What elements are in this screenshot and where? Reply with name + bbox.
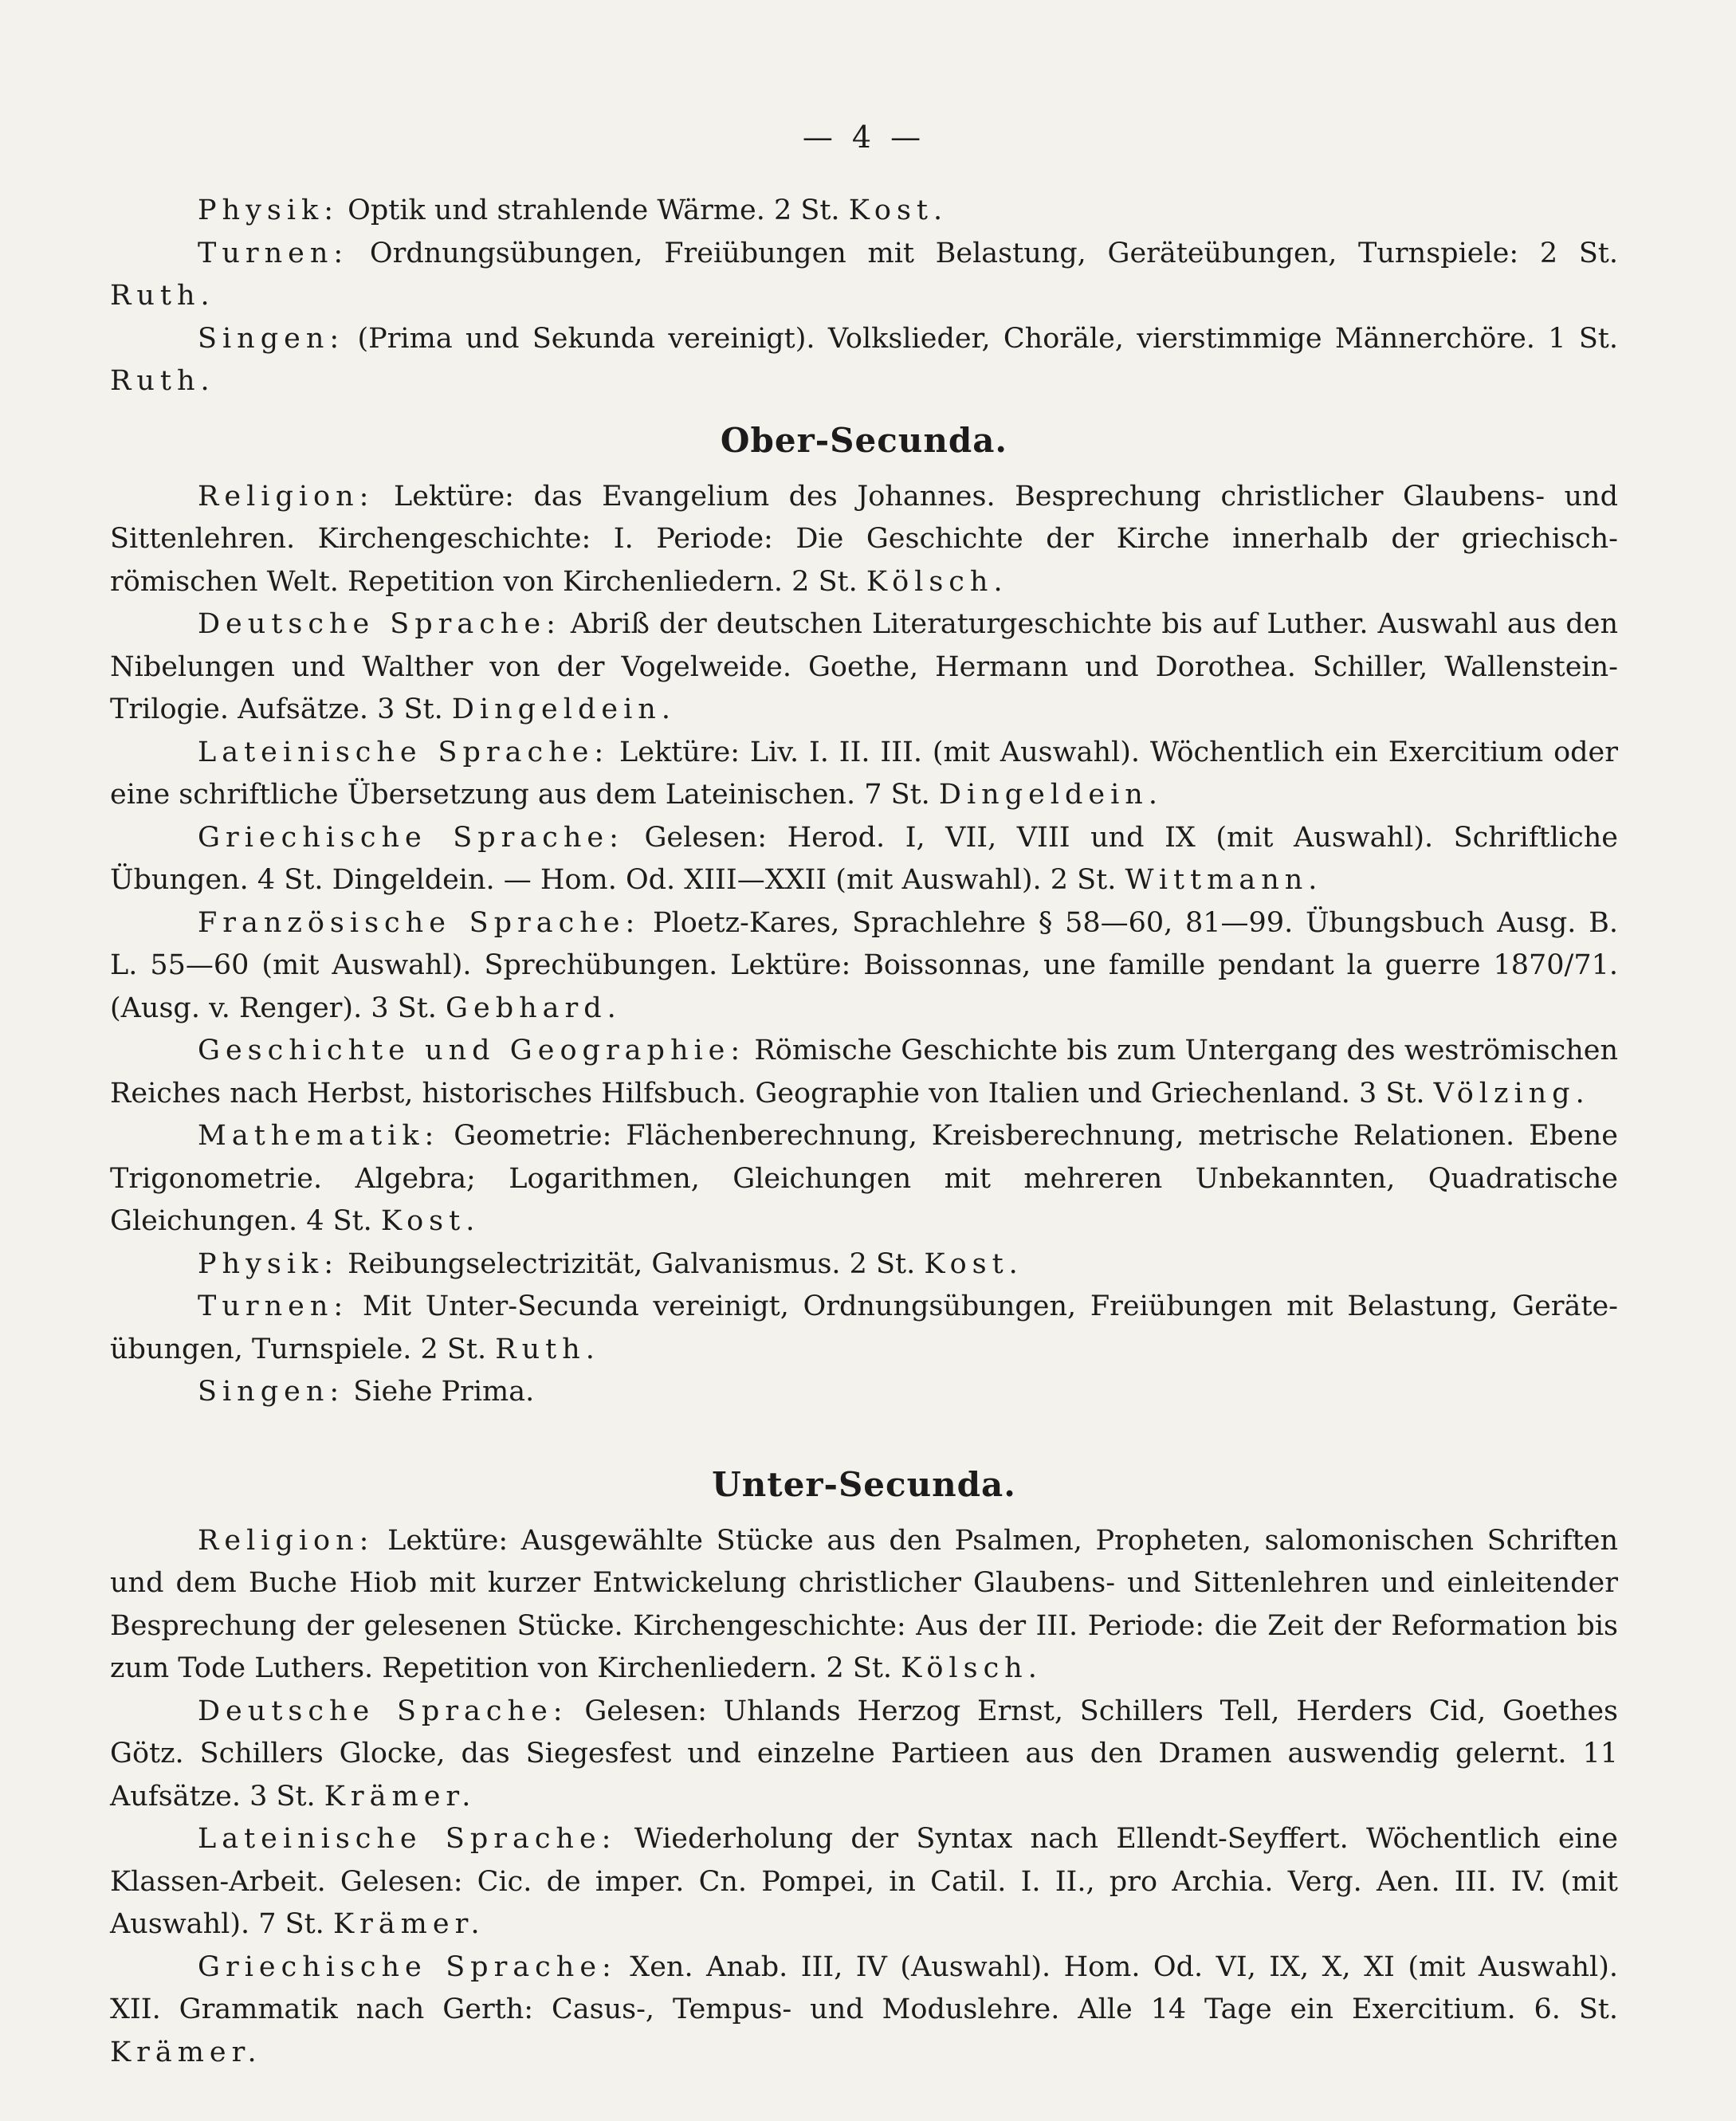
subject-label: Physik: <box>198 1247 340 1280</box>
section-heading-unter-secunda: Unter-Secunda. <box>712 1464 1016 1504</box>
paragraph-text: Ordnungsübungen, Freiübungen mit Belastung, Geräteübungen, Turnspiele: 2 St. <box>348 237 1618 269</box>
teacher-name: Kost. <box>380 1205 481 1237</box>
paragraph <box>110 1946 1618 2075</box>
subject-label: Turnen: <box>198 1290 349 1322</box>
paragraph <box>110 1520 1618 1691</box>
teacher-name: Kost. <box>924 1247 1023 1280</box>
paragraph <box>110 233 1618 318</box>
teacher-name: Dingeldein. <box>451 693 676 725</box>
paragraph-text: Xen. Anab. III, IV (Auswahl). Hom. Od. VI, IX, X, XI (mit Auswahl). XII. Grammatik nach Gerth: Casus-, Tempus- und Moduslehre. Alle 14 Tage ein Exercitium. 6. St. <box>110 1950 1618 2025</box>
teacher-name: Völzing. <box>1433 1077 1590 1110</box>
paragraph <box>110 1030 1618 1115</box>
paragraph-text: Gelesen: Herod. I, VII, VIII und IX (mit Auswahl). Schriftliche Übungen. 4 St. Dingeldein. — Hom. Od. XIII—XXII (mit Auswahl). 2 St. <box>110 821 1618 896</box>
teacher-name: Wittmann. <box>1125 864 1323 896</box>
paragraph-text: Wiederholung der Syntax nach Ellendt-Seyffert. Wöchentlich eine Klassen-Arbeit. Gelesen: Cic. de imper. Cn. Pompei, in Catil. I. II., pro Archia. Verg. Aen. III. IV. (mit Auswahl). 7 St. <box>110 1823 1618 1940</box>
subject-label: Deutsche Sprache: <box>198 1695 568 1727</box>
paragraph-text: Abriß der deutschen Literaturgeschichte bis auf Luther. Auswahl aus den Nibelungen und Walther von der Vogelweide. Goethe, Hermann und Dorothea. Schiller, Wallenstein-Trilogie. Aufsätze. 3 St. <box>110 608 1618 725</box>
section-ober-secunda <box>110 476 1618 1414</box>
paragraph-text: Optik und strahlende Wärme. 2 St. <box>339 194 849 226</box>
paragraph <box>110 817 1618 902</box>
paragraph-text: Ploetz-Kares, Sprachlehre § 58—60, 81—99. Übungsbuch Ausg. B. L. 55—60 (mit Auswahl). Sprechübungen. Lektüre: Boissonnas, une famille pendant la guerre 1870/71. (Ausg. v. Renger). 3 St. <box>110 906 1618 1024</box>
paragraph <box>110 732 1618 817</box>
subject-label: Singen: <box>198 322 345 355</box>
subject-label: Griechische Sprache: <box>198 1950 617 1983</box>
subject-label: Geschichte und Geographie: <box>198 1035 746 1066</box>
paragraph-text: Römische Geschichte bis zum Untergang des weströmischen Reiches nach Herbst, historisches Hilfsbuch. Geographie von Italien und Griechenland. 3 St. <box>110 1035 1618 1110</box>
teacher-name: Krämer. <box>324 1780 477 1813</box>
paragraph-text: Geometrie: Flächenberechnung, Kreisberechnung, metrische Relationen. Ebene Trigonometrie. Algebra; Logarithmen, Gleichungen mit mehreren Unbekannten, Quadratische Gleichungen. 4 St. <box>110 1120 1618 1237</box>
paragraph <box>110 1286 1618 1371</box>
section-heading-ober-secunda: Ober-Secunda. <box>720 420 1008 460</box>
subject-label: Religion: <box>198 1524 375 1557</box>
paragraph-text: Mit Unter-Secunda vereinigt, Ordnungsübungen, Freiübungen mit Belastung, Geräte-übungen, Turnspiele. 2 St. <box>110 1290 1618 1365</box>
subject-label: Französische Sprache: <box>198 906 641 939</box>
subject-label: Lateinische Sprache: <box>198 1823 617 1855</box>
subject-label: Lateinische Sprache: <box>198 736 610 768</box>
subject-label: Deutsche Sprache: <box>198 608 561 640</box>
paragraph-text: Lektüre: Ausgewählte Stücke aus den Psalmen, Propheten, salomonischen Schriften und dem Buche Hiob mit kurzer Entwickelung christlicher Glaubens- und Sittenlehren und einleitender Besprechung der gelesenen Stücke. Kirchengeschichte: Aus der III. Periode: die Zeit der Reformation bis zum Tode Luthers. Repetition von Kirchenliedern. 2 St. <box>110 1524 1618 1684</box>
teacher-name: Ruth. <box>495 1333 600 1365</box>
paragraph <box>110 902 1618 1031</box>
subject-label: Physik: <box>198 194 340 226</box>
paragraph <box>110 190 1618 233</box>
subject-label: Turnen: <box>198 237 349 269</box>
paragraph-text: Siehe Prima. <box>344 1376 535 1408</box>
teacher-name: Gebhard. <box>446 992 622 1024</box>
paragraph <box>110 1115 1618 1243</box>
section-unter-secunda <box>110 1520 1618 2075</box>
teacher-name: Krämer. <box>332 1908 485 1940</box>
paragraph-text: Lektüre: Liv. I. II. III. (mit Auswahl). Wöchentlich ein Exercitium oder eine schriftliche Übersetzung aus dem Lateinischen. 7 St. <box>110 736 1619 811</box>
teacher-name: Kölsch. <box>866 565 1008 598</box>
subject-label: Mathematik: <box>198 1120 440 1152</box>
paragraph <box>110 603 1618 732</box>
paragraph <box>110 1818 1618 1946</box>
paragraph-text: (Prima und Sekunda vereinigt). Volkslieder, Choräle, vierstimmige Männerchöre. 1 St. <box>344 322 1618 355</box>
subject-label: Singen: <box>198 1376 345 1408</box>
paragraph <box>110 1371 1618 1414</box>
teacher-name: Kost. <box>848 194 949 226</box>
subject-label: Griechische Sprache: <box>198 821 624 854</box>
subject-label: Religion: <box>198 480 375 513</box>
teacher-name: Ruth. <box>110 280 215 312</box>
document-page <box>110 120 1618 2074</box>
paragraph-text: Gelesen: Uhlands Herzog Ernst, Schillers Tell, Herders Cid, Goethes Götz. Schillers Glocke, das Siegesfest und einzelne Partieen aus den Dramen auswendig gelernt. 11 Aufsätze. 3 St. <box>110 1695 1618 1813</box>
paragraph <box>110 318 1618 403</box>
teacher-name: Kölsch. <box>901 1652 1043 1684</box>
teacher-name: Krämer. <box>110 2036 262 2068</box>
paragraph-text: Reibungselectrizität, Galvanismus. 2 St. <box>339 1247 925 1280</box>
teacher-name: Dingeldein. <box>938 779 1163 811</box>
paragraph-text: Lektüre: das Evangelium des Johannes. Besprechung christlicher Glaubens- und Sittenlehren. Kirchengeschichte: I. Periode: Die Geschichte der Kirche innerhalb der griechisch-römischen Welt. Repetition von Kirchenliedern. 2 St. <box>110 480 1618 598</box>
paragraph <box>110 1243 1618 1286</box>
page-number: — 4 — <box>802 120 926 155</box>
intro-block <box>110 190 1618 403</box>
teacher-name: Ruth. <box>110 365 215 397</box>
paragraph <box>110 1691 1618 1819</box>
paragraph <box>110 476 1618 604</box>
